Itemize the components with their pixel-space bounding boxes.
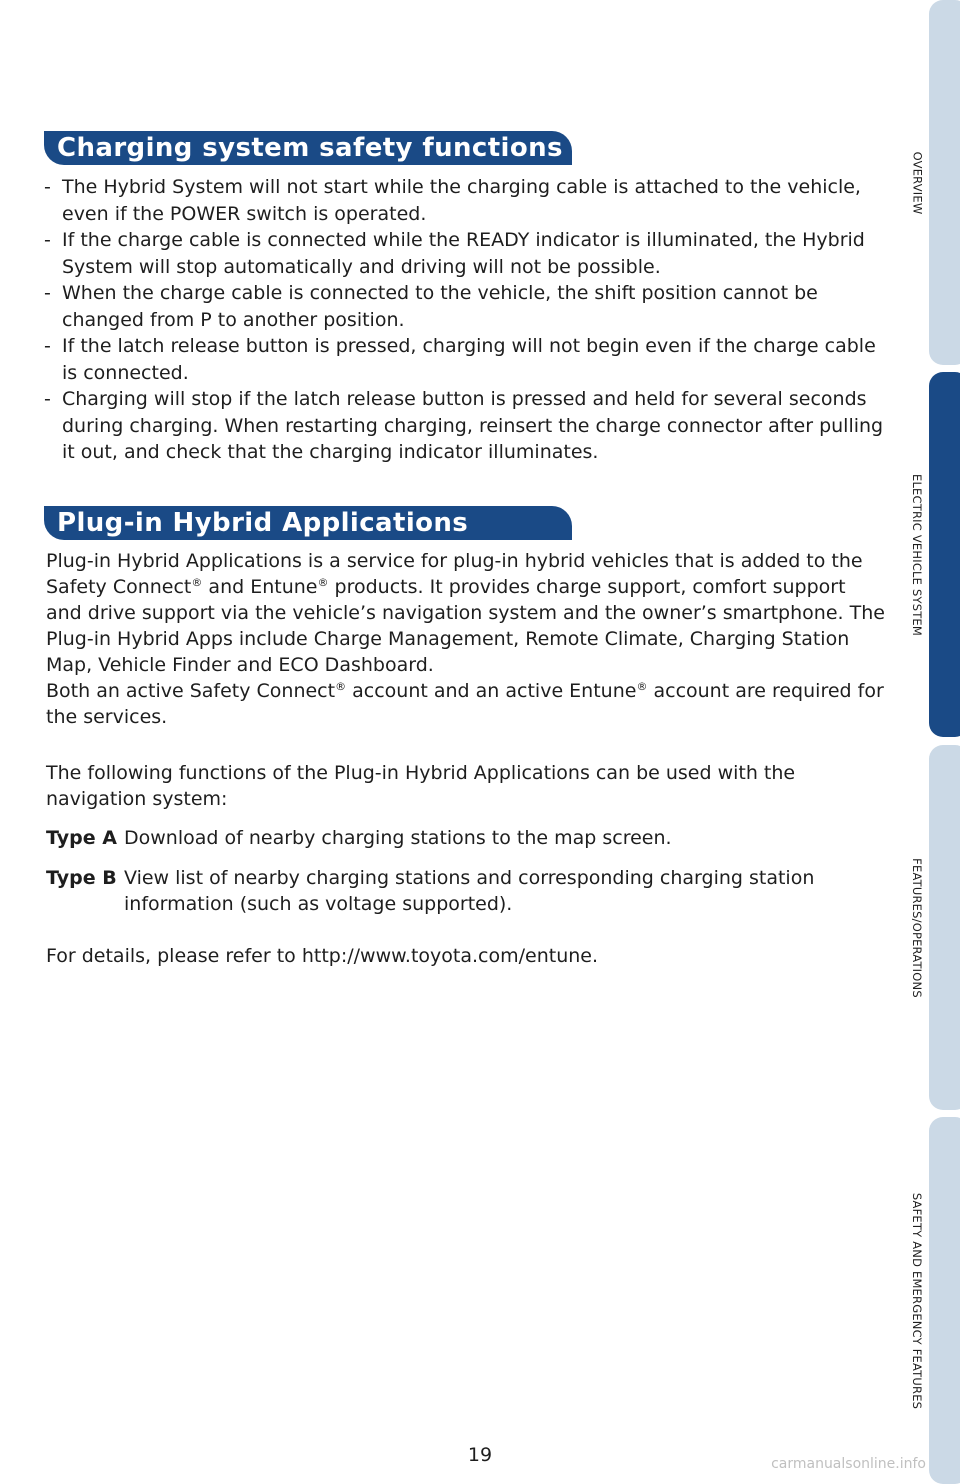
tab-label: SAFETY AND EMERGENCY FEATURES — [910, 1192, 924, 1409]
side-tab-electric-vehicle-system[interactable] — [910, 372, 960, 737]
section-title: Plug-in Hybrid Applications — [57, 508, 469, 538]
type-a-label: Type A — [46, 827, 117, 849]
tab-label: OVERVIEW — [910, 151, 924, 214]
dash-marker: - — [44, 282, 51, 304]
watermark: carmanualsonline.info — [771, 1456, 926, 1472]
dash-marker: - — [44, 388, 51, 410]
bullet-text: Charging will stop if the latch release button is pressed and held for several seconds during charging. When restarting charging, reinsert the charge connector after pulling it out, and check that the charging indicator illuminates. — [62, 388, 884, 463]
bullet-text: The Hybrid System will not start while the charging cable is attached to the vehicle, even if the POWER switch is operated. — [62, 176, 861, 225]
requirement-text: account are required for the services. — [46, 680, 884, 728]
list-item — [44, 333, 884, 386]
tab-label-wrap — [905, 372, 929, 737]
page-number: 19 — [467, 1444, 493, 1466]
list-item — [44, 174, 884, 227]
tab-label-wrap — [905, 745, 929, 1110]
details-reference: For details, please refer to http://www.toyota.com/entune. — [46, 945, 599, 967]
intro-text: Plug-in Hybrid Applications is a service for plug-in hybrid vehicles that is added to the Safety Connect — [46, 550, 863, 598]
tab-label-wrap — [905, 1117, 929, 1484]
type-a-description: Download of nearby charging stations to the map screen. — [124, 827, 672, 849]
requirement-text: account and an active Entune — [346, 680, 637, 702]
requirement-text: Both an active Safety Connect — [46, 680, 336, 702]
registered-mark: ® — [335, 680, 347, 693]
functions-intro: The following functions of the Plug-in Hybrid Applications can be used with the navigation system: — [46, 762, 796, 810]
tab-label: ELECTRIC VEHICLE SYSTEM — [910, 473, 924, 636]
intro-text: products. It provides charge support, comfort support and drive support via the vehicle’s navigation system and the owner’s smartphone. The Plug-in Hybrid Apps include Charge Management, Remote Climate, Charging Station Map, Vehicle Finder and ECO Dashboard. — [46, 576, 885, 676]
registered-mark: ® — [636, 680, 648, 693]
list-item — [44, 280, 884, 333]
list-item — [44, 227, 884, 280]
type-b-description: View list of nearby charging stations and corresponding charging station information (such as voltage supported). — [124, 867, 815, 915]
type-b-row — [46, 865, 886, 917]
type-a-row — [46, 825, 886, 851]
dash-marker: - — [44, 335, 51, 357]
section-header-plugin-apps — [44, 506, 572, 540]
section-header-charging-safety — [44, 131, 572, 165]
side-tab-safety-emergency[interactable] — [910, 1117, 960, 1484]
dash-marker: - — [44, 176, 51, 198]
side-tab-overview[interactable] — [910, 0, 960, 365]
tab-label: FEATURES/OPERATIONS — [910, 857, 924, 998]
dash-marker: - — [44, 229, 51, 251]
bullet-text: If the charge cable is connected while the READY indicator is illuminated, the Hybrid System will stop automatically and driving will not be possible. — [62, 229, 865, 278]
list-item — [44, 386, 884, 466]
bullet-text: If the latch release button is pressed, charging will not begin even if the charge cable is connected. — [62, 335, 876, 384]
registered-mark: ® — [317, 576, 329, 589]
side-tab-features-operations[interactable] — [910, 745, 960, 1110]
type-b-label: Type B — [46, 867, 117, 889]
bullet-text: When the charge cable is connected to the vehicle, the shift position cannot be changed from P to another position. — [62, 282, 818, 331]
intro-text: and Entune — [202, 576, 318, 598]
tab-label-wrap — [905, 0, 929, 365]
safety-bullet-list — [44, 174, 884, 466]
section-title: Charging system safety functions — [57, 133, 563, 163]
intro-paragraph — [46, 548, 886, 730]
registered-mark: ® — [191, 576, 203, 589]
